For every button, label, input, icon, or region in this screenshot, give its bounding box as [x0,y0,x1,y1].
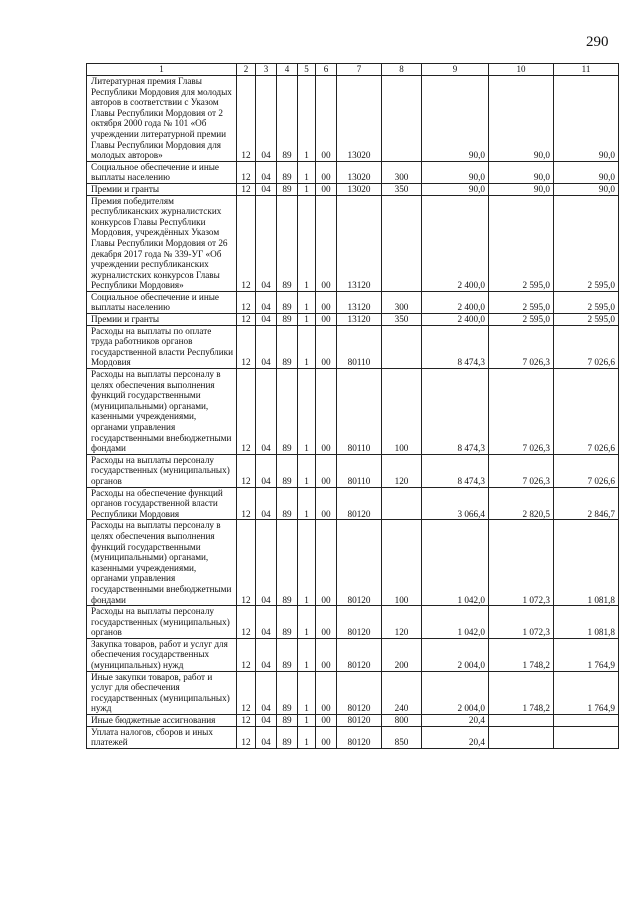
amount-year1-cell: 2 004,0 [422,638,489,671]
row-name-cell: Премии и гранты [87,183,237,195]
header-cell: 11 [554,64,619,76]
program-code-cell: 89 [277,520,298,606]
program-code-cell: 89 [277,606,298,639]
amount-year3-cell: 7 026,6 [554,369,619,455]
subprogram-code-cell: 1 [298,314,316,326]
amount-year2-cell: 7 026,3 [489,454,554,487]
row-name-cell: Литературная премия Главы Республики Мордовия для молодых авторов в соответствии с Указом Главы Республики Мордовия от 2 октября 2000 года № 101 «Об учреждении литературной премии Главы Республики Мордовия для молодых авторов» [87,76,237,162]
amount-year3-cell: 1 764,9 [554,638,619,671]
header-cell: 4 [277,64,298,76]
direction-code-cell: 80120 [337,606,382,639]
subprogram-code-cell: 1 [298,638,316,671]
subprogram-code-cell: 1 [298,161,316,183]
program-code-cell: 89 [277,183,298,195]
subprogram-code-cell: 1 [298,520,316,606]
table-row [87,454,619,487]
section-code-cell: 12 [237,638,256,671]
direction-code-cell: 80120 [337,520,382,606]
event-code-cell: 00 [316,671,337,714]
program-code-cell: 89 [277,638,298,671]
subsection-code-cell: 04 [256,671,277,714]
subprogram-code-cell: 1 [298,606,316,639]
subprogram-code-cell: 1 [298,454,316,487]
direction-code-cell: 13120 [337,195,382,291]
event-code-cell: 00 [316,325,337,368]
expense-type-cell: 120 [382,606,422,639]
subsection-code-cell: 04 [256,161,277,183]
event-code-cell: 00 [316,161,337,183]
table-row [87,487,619,520]
amount-year3-cell [554,726,619,748]
row-name-cell: Расходы на выплаты персоналу государственных (муниципальных) органов [87,606,237,639]
amount-year1-cell: 2 400,0 [422,291,489,313]
table-row [87,76,619,162]
amount-year1-cell: 8 474,3 [422,454,489,487]
table-row [87,715,619,727]
program-code-cell: 89 [277,671,298,714]
subsection-code-cell: 04 [256,325,277,368]
row-name-cell: Расходы на обеспечение функций органов государственной власти Республики Мордовия [87,487,237,520]
amount-year2-cell: 1 748,2 [489,638,554,671]
section-code-cell: 12 [237,487,256,520]
event-code-cell: 00 [316,520,337,606]
amount-year1-cell: 1 042,0 [422,606,489,639]
amount-year3-cell: 2 595,0 [554,314,619,326]
amount-year2-cell: 90,0 [489,161,554,183]
amount-year2-cell [489,715,554,727]
amount-year2-cell: 90,0 [489,76,554,162]
program-code-cell: 89 [277,291,298,313]
subprogram-code-cell: 1 [298,715,316,727]
row-name-cell: Уплата налогов, сборов и иных платежей [87,726,237,748]
section-code-cell: 12 [237,671,256,714]
table-row [87,195,619,291]
table-row [87,638,619,671]
direction-code-cell: 80110 [337,454,382,487]
table-body [87,76,619,749]
subprogram-code-cell: 1 [298,369,316,455]
row-name-cell: Премии и гранты [87,314,237,326]
direction-code-cell: 80120 [337,487,382,520]
expense-type-cell: 800 [382,715,422,727]
amount-year1-cell: 2 004,0 [422,671,489,714]
header-cell: 7 [337,64,382,76]
direction-code-cell: 80110 [337,369,382,455]
amount-year3-cell: 1 081,8 [554,520,619,606]
direction-code-cell: 80120 [337,715,382,727]
event-code-cell: 00 [316,183,337,195]
direction-code-cell: 13020 [337,161,382,183]
row-name-cell: Расходы на выплаты по оплате труда работников органов государственной власти Республики Мордовия [87,325,237,368]
table-row [87,369,619,455]
amount-year2-cell: 2 595,0 [489,314,554,326]
expense-type-cell: 200 [382,638,422,671]
header-cell: 6 [316,64,337,76]
amount-year3-cell: 1 081,8 [554,606,619,639]
event-code-cell: 00 [316,314,337,326]
table-row [87,726,619,748]
amount-year2-cell: 1 072,3 [489,520,554,606]
section-code-cell: 12 [237,454,256,487]
subsection-code-cell: 04 [256,314,277,326]
expense-type-cell: 350 [382,183,422,195]
section-code-cell: 12 [237,195,256,291]
subprogram-code-cell: 1 [298,325,316,368]
table-row [87,671,619,714]
table-header-row [87,64,619,76]
amount-year1-cell: 8 474,3 [422,325,489,368]
amount-year1-cell: 3 066,4 [422,487,489,520]
row-name-cell: Иные закупки товаров, работ и услуг для обеспечения государственных (муниципальных) нужд [87,671,237,714]
table-row [87,183,619,195]
amount-year3-cell: 90,0 [554,183,619,195]
expense-type-cell: 300 [382,291,422,313]
section-code-cell: 12 [237,520,256,606]
expense-type-cell [382,195,422,291]
section-code-cell: 12 [237,183,256,195]
subprogram-code-cell: 1 [298,487,316,520]
section-code-cell: 12 [237,369,256,455]
amount-year1-cell: 8 474,3 [422,369,489,455]
row-name-cell: Премия победителям республиканских журналистских конкурсов Главы Республики Мордовия, учреждённых Указом Главы Республики Мордовия от 26 декабря 2017 года № 339-УГ «Об учреждении республиканских журналистских конкурсов Главы Республики Мордовия» [87,195,237,291]
amount-year1-cell: 1 042,0 [422,520,489,606]
direction-code-cell: 80120 [337,638,382,671]
event-code-cell: 00 [316,726,337,748]
amount-year1-cell: 90,0 [422,161,489,183]
budget-table [86,63,619,749]
section-code-cell: 12 [237,291,256,313]
direction-code-cell: 80120 [337,671,382,714]
amount-year2-cell: 1 748,2 [489,671,554,714]
subsection-code-cell: 04 [256,183,277,195]
subprogram-code-cell: 1 [298,195,316,291]
table-row [87,520,619,606]
section-code-cell: 12 [237,715,256,727]
program-code-cell: 89 [277,454,298,487]
subprogram-code-cell: 1 [298,671,316,714]
table-row [87,325,619,368]
expense-type-cell: 100 [382,520,422,606]
amount-year1-cell: 2 400,0 [422,195,489,291]
expense-type-cell: 100 [382,369,422,455]
amount-year2-cell: 2 595,0 [489,291,554,313]
subsection-code-cell: 04 [256,487,277,520]
event-code-cell: 00 [316,715,337,727]
table-row [87,161,619,183]
amount-year1-cell: 2 400,0 [422,314,489,326]
table-row [87,291,619,313]
page-number: 290 [586,34,609,50]
section-code-cell: 12 [237,606,256,639]
subprogram-code-cell: 1 [298,291,316,313]
row-name-cell: Иные бюджетные ассигнования [87,715,237,727]
event-code-cell: 00 [316,291,337,313]
row-name-cell: Расходы на выплаты персоналу в целях обеспечения выполнения функций государственными (муниципальными) органами, казенными учреждениями, органами управления государственными внебюджетными фондами [87,520,237,606]
program-code-cell: 89 [277,487,298,520]
subsection-code-cell: 04 [256,638,277,671]
direction-code-cell: 13020 [337,76,382,162]
row-name-cell: Социальное обеспечение и иные выплаты населению [87,161,237,183]
event-code-cell: 00 [316,369,337,455]
amount-year3-cell [554,715,619,727]
amount-year3-cell: 90,0 [554,161,619,183]
event-code-cell: 00 [316,76,337,162]
amount-year1-cell: 20,4 [422,715,489,727]
header-cell: 10 [489,64,554,76]
subsection-code-cell: 04 [256,195,277,291]
amount-year2-cell [489,726,554,748]
section-code-cell: 12 [237,161,256,183]
amount-year3-cell: 7 026,6 [554,325,619,368]
expense-type-cell [382,76,422,162]
subprogram-code-cell: 1 [298,76,316,162]
subsection-code-cell: 04 [256,454,277,487]
amount-year1-cell: 20,4 [422,726,489,748]
section-code-cell: 12 [237,76,256,162]
amount-year3-cell: 7 026,6 [554,454,619,487]
header-cell: 5 [298,64,316,76]
amount-year3-cell: 2 846,7 [554,487,619,520]
subsection-code-cell: 04 [256,369,277,455]
amount-year2-cell: 1 072,3 [489,606,554,639]
subsection-code-cell: 04 [256,726,277,748]
amount-year3-cell: 1 764,9 [554,671,619,714]
subsection-code-cell: 04 [256,606,277,639]
program-code-cell: 89 [277,726,298,748]
direction-code-cell: 13120 [337,291,382,313]
event-code-cell: 00 [316,454,337,487]
amount-year3-cell: 90,0 [554,76,619,162]
amount-year1-cell: 90,0 [422,76,489,162]
row-name-cell: Расходы на выплаты персоналу государственных (муниципальных) органов [87,454,237,487]
expense-type-cell: 300 [382,161,422,183]
subprogram-code-cell: 1 [298,726,316,748]
section-code-cell: 12 [237,325,256,368]
expense-type-cell [382,325,422,368]
header-cell: 1 [87,64,237,76]
program-code-cell: 89 [277,76,298,162]
expense-type-cell: 240 [382,671,422,714]
subprogram-code-cell: 1 [298,183,316,195]
row-name-cell: Закупка товаров, работ и услуг для обеспечения государственных (муниципальных) нужд [87,638,237,671]
subsection-code-cell: 04 [256,76,277,162]
program-code-cell: 89 [277,325,298,368]
subsection-code-cell: 04 [256,520,277,606]
subsection-code-cell: 04 [256,715,277,727]
program-code-cell: 89 [277,195,298,291]
header-cell: 3 [256,64,277,76]
expense-type-cell [382,487,422,520]
program-code-cell: 89 [277,369,298,455]
program-code-cell: 89 [277,314,298,326]
amount-year2-cell: 2 595,0 [489,195,554,291]
amount-year3-cell: 2 595,0 [554,291,619,313]
amount-year2-cell: 2 820,5 [489,487,554,520]
section-code-cell: 12 [237,726,256,748]
event-code-cell: 00 [316,638,337,671]
event-code-cell: 00 [316,606,337,639]
subsection-code-cell: 04 [256,291,277,313]
amount-year2-cell: 7 026,3 [489,325,554,368]
expense-type-cell: 120 [382,454,422,487]
program-code-cell: 89 [277,715,298,727]
amount-year2-cell: 90,0 [489,183,554,195]
header-cell: 9 [422,64,489,76]
section-code-cell: 12 [237,314,256,326]
table-row [87,606,619,639]
header-cell: 8 [382,64,422,76]
direction-code-cell: 13020 [337,183,382,195]
program-code-cell: 89 [277,161,298,183]
direction-code-cell: 13120 [337,314,382,326]
expense-type-cell: 350 [382,314,422,326]
event-code-cell: 00 [316,487,337,520]
row-name-cell: Расходы на выплаты персоналу в целях обеспечения выполнения функций государственными (муниципальными) органами, казенными учреждениями, органами управления государственными внебюджетными фондами [87,369,237,455]
amount-year1-cell: 90,0 [422,183,489,195]
header-cell: 2 [237,64,256,76]
direction-code-cell: 80120 [337,726,382,748]
amount-year2-cell: 7 026,3 [489,369,554,455]
event-code-cell: 00 [316,195,337,291]
direction-code-cell: 80110 [337,325,382,368]
amount-year3-cell: 2 595,0 [554,195,619,291]
expense-type-cell: 850 [382,726,422,748]
table-row [87,314,619,326]
row-name-cell: Социальное обеспечение и иные выплаты населению [87,291,237,313]
